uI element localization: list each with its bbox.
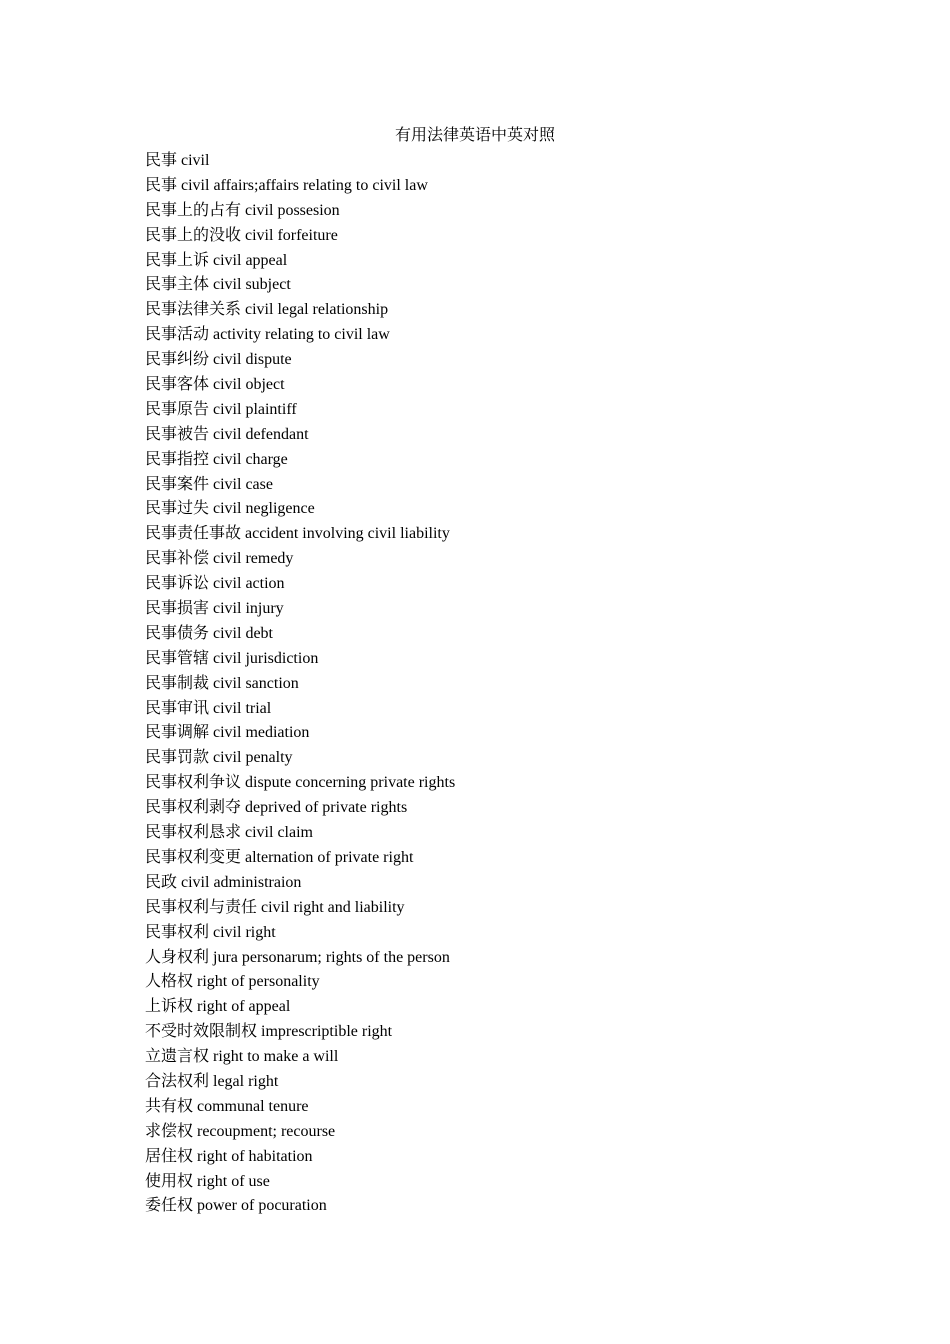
- glossary-entry: 民事权利剥夺 deprived of private rights: [145, 799, 408, 817]
- glossary-entry: 民政 civil administraion: [145, 873, 302, 891]
- glossary-entry: 民事权利 civil right: [145, 923, 276, 941]
- glossary-entry: 民事上诉 civil appeal: [145, 251, 288, 269]
- glossary-entry: 民事制裁 civil sanction: [145, 674, 299, 692]
- glossary-entry: 民事上的没收 civil forfeiture: [145, 226, 338, 244]
- glossary-entry: 民事主体 civil subject: [145, 276, 291, 294]
- glossary-entry: 民事审讯 civil trial: [145, 699, 272, 717]
- glossary-entry: 民事权利变更 alternation of private right: [145, 848, 414, 866]
- document-title: 有用法律英语中英对照: [394, 127, 555, 144]
- glossary-entry: 民事指控 civil charge: [145, 450, 288, 468]
- glossary-entry: 民事管辖 civil jurisdiction: [145, 649, 319, 667]
- glossary-entry: 民事原告 civil plaintiff: [145, 400, 297, 418]
- glossary-entry: 民事活动 activity relating to civil law: [145, 326, 390, 344]
- glossary-entry: 民事罚款 civil penalty: [145, 749, 293, 767]
- glossary-entry: 民事权利争议 dispute concerning private rights: [145, 774, 456, 792]
- glossary-entry: 民事 civil: [145, 152, 210, 169]
- glossary-entry: 委任权 power of pocuration: [145, 1197, 327, 1215]
- glossary-entry: 人身权利 jura personarum; rights of the person: [145, 948, 450, 966]
- glossary-entry: 使用权 right of use: [145, 1172, 270, 1190]
- glossary-entry: 居住权 right of habitation: [145, 1147, 313, 1165]
- glossary-entry: 立遗言权 right to make a will: [145, 1048, 339, 1066]
- glossary-entry: 民事调解 civil mediation: [145, 724, 310, 742]
- glossary-entry: 民事责任事故 accident involving civil liability: [145, 525, 450, 543]
- glossary-entry: 民事客体 civil object: [145, 376, 285, 394]
- glossary-entry: 民事法律关系 civil legal relationship: [145, 301, 389, 319]
- glossary-entry: 求偿权 recoupment; recourse: [145, 1122, 336, 1140]
- glossary-entry: 人格权 right of personality: [145, 973, 320, 991]
- glossary-entry: 民事上的占有 civil possesion: [145, 201, 340, 219]
- glossary-entry: 民事诉讼 civil action: [145, 575, 285, 593]
- glossary-entry: 民事纠纷 civil dispute: [145, 351, 292, 369]
- glossary-entry: 合法权利 legal right: [145, 1072, 279, 1090]
- glossary-entry: 民事权利与责任 civil right and liability: [145, 898, 405, 916]
- glossary-entry: 共有权 communal tenure: [145, 1097, 309, 1115]
- glossary-entry: 民事补偿 civil remedy: [145, 550, 294, 568]
- glossary-entry: 上诉权 right of appeal: [145, 998, 291, 1016]
- glossary-entry: 民事过失 civil negligence: [145, 500, 315, 518]
- glossary-entry: 民事权利恳求 civil claim: [145, 824, 313, 842]
- glossary-entry: 民事案件 civil case: [145, 475, 273, 493]
- glossary-entry: 民事债务 civil debt: [145, 624, 273, 642]
- glossary-list: [145, 151, 455, 1221]
- glossary-entry: 民事损害 civil injury: [145, 600, 284, 618]
- glossary-entry: 不受时效限制权 imprescriptible right: [145, 1023, 393, 1041]
- glossary-entry: 民事被告 civil defendant: [145, 425, 309, 443]
- glossary-entry: 民事 civil affairs;affairs relating to civil law: [145, 176, 428, 194]
